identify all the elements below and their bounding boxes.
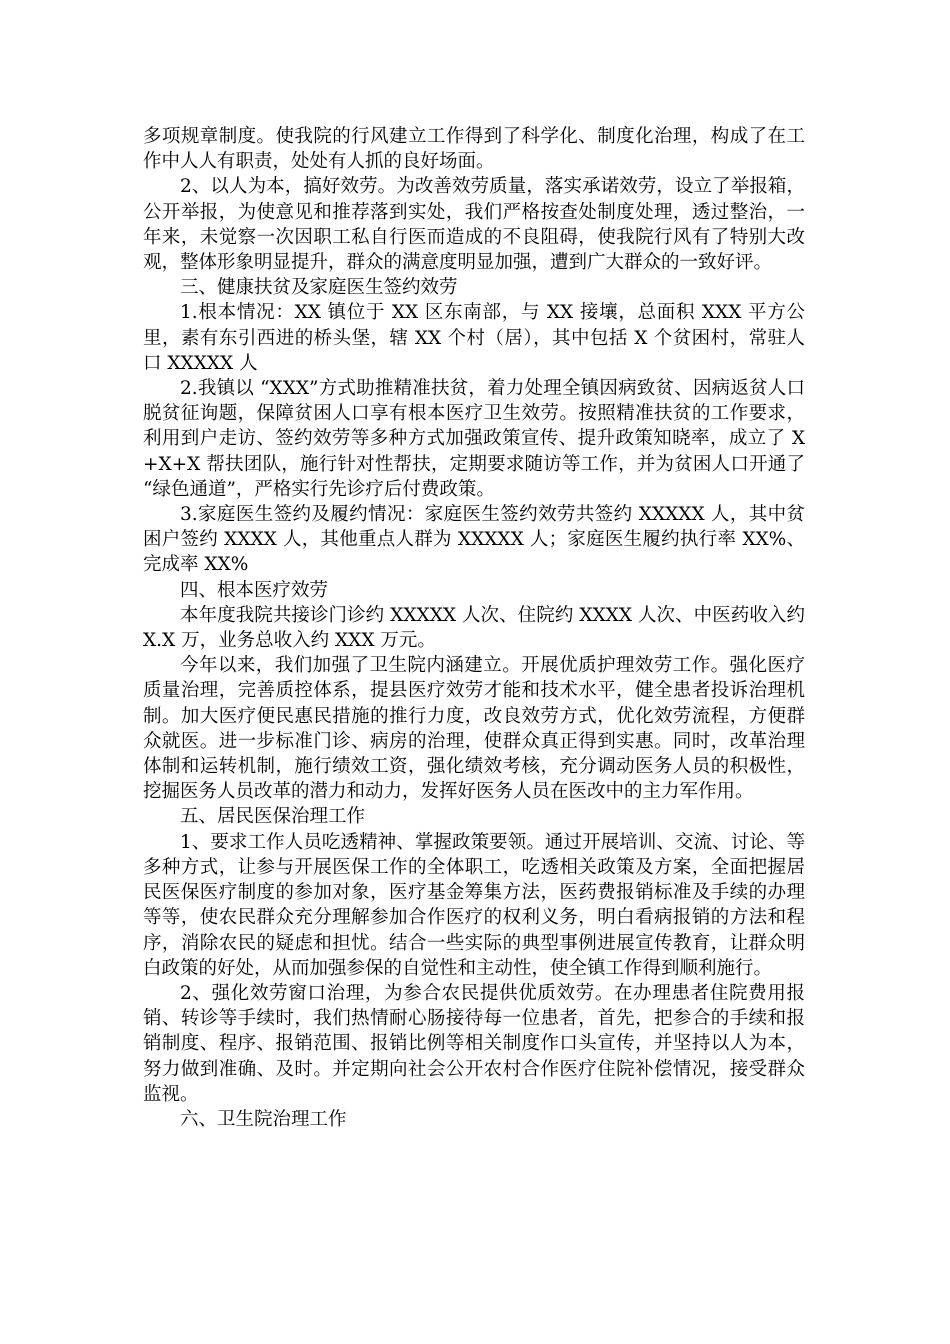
section-heading: 四、根本医疗效劳 bbox=[180, 579, 329, 601]
paragraph: 本年度我院共接诊门诊约 XXXXX 人次、住院约 XXXX 人次、中医药收入约 X.X 万，业务总收入约 XXX 万元。 bbox=[143, 604, 805, 652]
paragraph: 3.家庭医生签约及履约情况：家庭医生签约效劳共签约 XXXXX 人，其中贫困户签约 XXXX 人，其他重点人群为 XXXXX 人；家庭医生履约执行率 XX%、完成率 XX% bbox=[143, 504, 805, 576]
paragraph: 2.我镇以 “XXX”方式助推精准扶贫，着力处理全镇因病致贫、因病返贫人口脱贫征询题，保障贫困人口享有根本医疗卫生效劳。按照精准扶贫的工作要求，利用到户走访、签约效劳等多种方式加强政策宣传、提升政策知晓率，成立了 X+X+X 帮扶团队，施行针对性帮扶，定期要求随访等工作，并为贫困人口开通了 “绿色通道”，严格实行先诊疗后付费政策。 bbox=[143, 378, 805, 500]
section-heading: 六、卫生院治理工作 bbox=[180, 1108, 347, 1130]
section-heading: 三、健康扶贫及家庭医生签约效劳 bbox=[180, 277, 458, 299]
paragraph: 1.根本情况：XX 镇位于 XX 区东南部，与 XX 接壤，总面积 XXX 平方公里，素有东引西进的桥头堡，辖 XX 个村（居），其中包括 X 个贫困村，常驻人口 XXXXX 人 bbox=[143, 302, 805, 374]
document-body bbox=[143, 124, 805, 1132]
paragraph: 1、要求工作人员吃透精神、掌握政策要领。通过开展培训、交流、讨论、等多种方式，让参与开展医保工作的全体职工，吃透相关政策及方案，全面把握居民医保医疗制度的参加对象，医疗基金筹集方法，医药费报销标准及手续的办理等等，使农民群众充分理解参加合作医疗的权利义务，明白看病报销的方法和程序，消除农民的疑虑和担忧。结合一些实际的典型事例进展宣传教育，让群众明白政策的好处，从而加强参保的自觉性和主动性，使全镇工作得到顺利施行。 bbox=[143, 831, 805, 979]
paragraph: 2、强化效劳窗口治理，为参合农民提供优质效劳。在办理患者住院费用报销、转诊等手续时，我们热情耐心肠接待每一位患者，首先，把参合的手续和报销制度、程序、报销范围、报销比例等相关制度作口头宣传，并坚持以人为本，努力做到准确、及时。并定期向社会公开农村合作医疗住院补偿情况，接受群众监视。 bbox=[143, 982, 805, 1105]
paragraph: 2、以人为本，搞好效劳。为改善效劳质量，落实承诺效劳，设立了举报箱，公开举报，为使意见和推荐落到实处，我们严格按查处制度处理，透过整治，一年来，未觉察一次因职工私自行医而造成的不良阻碍，使我院行风有了特别大改观，整体形象明显提升，群众的满意度明显加强，遭到广大群众的一致好评。 bbox=[143, 176, 805, 274]
section-heading: 五、居民医保治理工作 bbox=[180, 806, 366, 828]
paragraph: 今年以来，我们加强了卫生院内涵建立。开展优质护理效劳工作。强化医疗质量治理，完善质控体系，提县医疗效劳才能和技术水平，健全患者投诉治理机制。加大医疗便民惠民措施的推行力度，改良效劳方式，优化效劳流程，方便群众就医。进一步标准门诊、病房的治理，使群众真正得到实惠。同时，改革治理体制和运转机制，施行绩效工资，强化绩效考核，充分调动医务人员的积极性，挖掘医务人员改革的潜力和动力，发挥好医务人员在医改中的主力军作用。 bbox=[143, 655, 805, 803]
paragraph: 多项规章制度。使我院的行风建立工作得到了科学化、制度化治理，构成了在工作中人人有职责，处处有人抓的良好场面。 bbox=[143, 126, 805, 173]
